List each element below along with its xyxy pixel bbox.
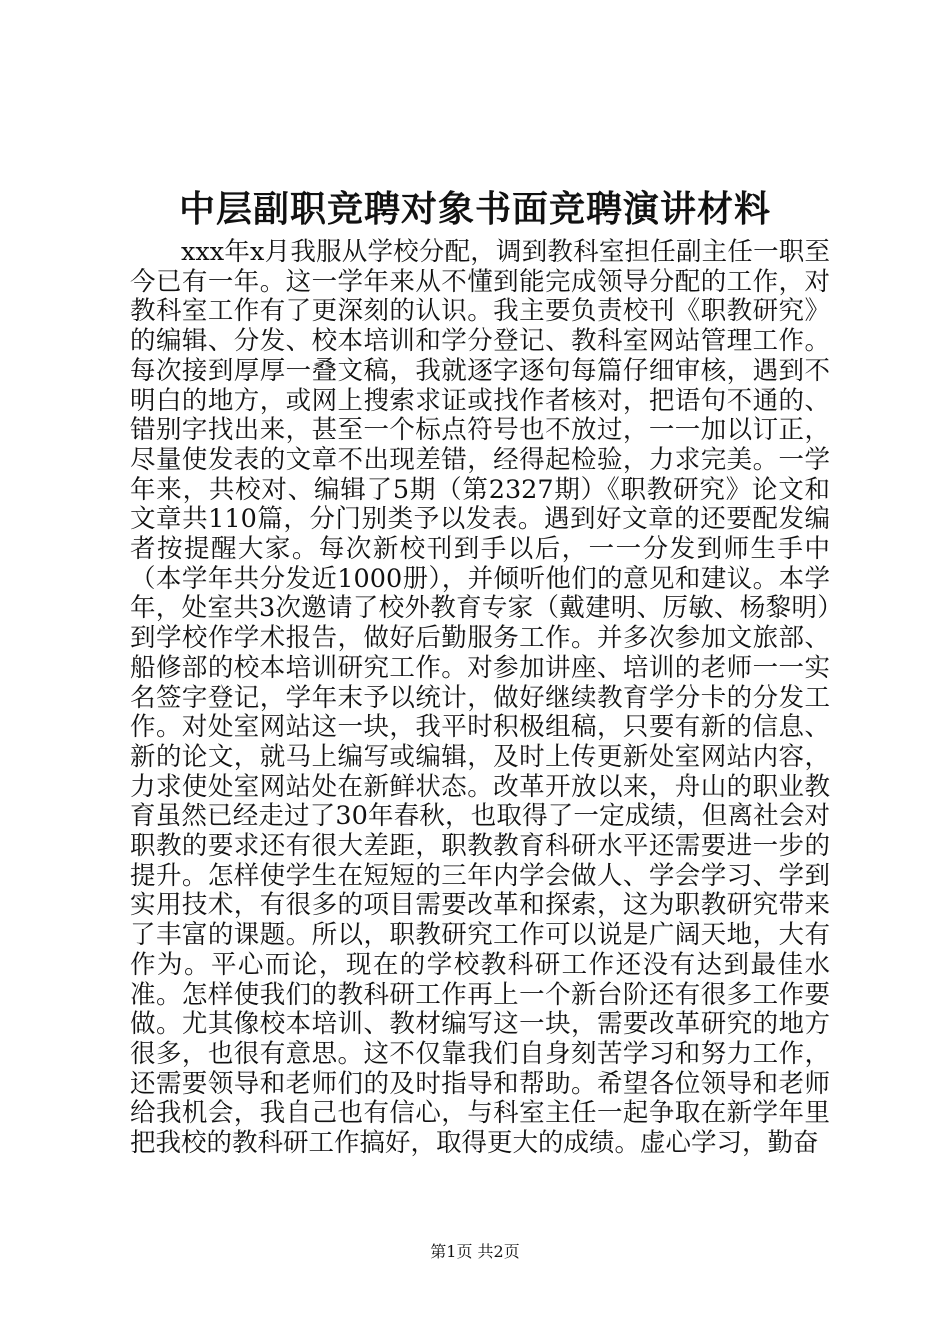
document-title: 中层副职竞聘对象书面竞聘演讲材料: [178, 188, 771, 230]
document-body-paragraph: xxx年x月我服从学校分配，调到教科室担任副主任一职至今已有一年。这一学年来从不懂到能完成领导分配的工作，对教科室工作有了更深刻的认识。我主要负责校刊《职教研究》的编辑、分发、校本培训和学分登记、教科室网站管理工作。每次接到厚厚一叠文稿，我就逐字逐句每篇仔细审核，遇到不明白的地方，或网上搜索求证或找作者核对，把语句不通的、错别字找出来，甚至一个标点符号也不放过，一一加以订正，尽量使发表的文章不出现差错，经得起检验，力求完美。一学年来，共校对、编辑了5期（第2327期）《职教研究》论文和文章共110篇，分门别类予以发表。遇到好文章的还要配发编者按提醒大家。每次新校刊到手以后，一一分发到师生手中（本学年共分发近1000册），并倾听他们的意见和建议。本学年，处室共3次邀请了校外教育专家（戴建明、厉敏、杨黎明）到学校作学术报告，做好后勤服务工作。并多次参加文旅部、船修部的校本培训研究工作。对参加讲座、培训的老师一一实名签字登记，学年末予以统计，做好继续教育学分卡的分发工作。对处室网站这一块，我平时积极组稿，只要有新的信息、新的论文，就马上编写或编辑，及时上传更新处室网站内容，力求使处室网站处在新鲜状态。改革开放以来，舟山的职业教育虽然已经走过了30年春秋，也取得了一定成绩，但离社会对职教的要求还有很大差距，职教教育科研水平还需要进一步的提升。怎样使学生在短短的三年内学会做人、学会学习、学到实用技术，有很多的项目需要改革和探索，这为职教研究带来了丰富的课题。所以，职教研究工作可以说是广阔天地，大有作为。平心而论，现在的学校教科研工作还没有达到最佳水准。怎样使我们的教科研工作再上一个新台阶还有很多工作要做。尤其像校本培训、教材编写这一块，需要改革研究的地方很多，也很有意思。这不仅靠我们自身刻苦学习和努力工作，还需要领导和老师们的及时指导和帮助。希望各位领导和老师给我机会，我自己也有信心，与科室主任一起争取在新学年里把我校的教科研工作搞好，取得更大的成绩。虚心学习，勤奋: [130, 238, 830, 1159]
page-number-footer: 第1页 共2页: [430, 1242, 520, 1261]
